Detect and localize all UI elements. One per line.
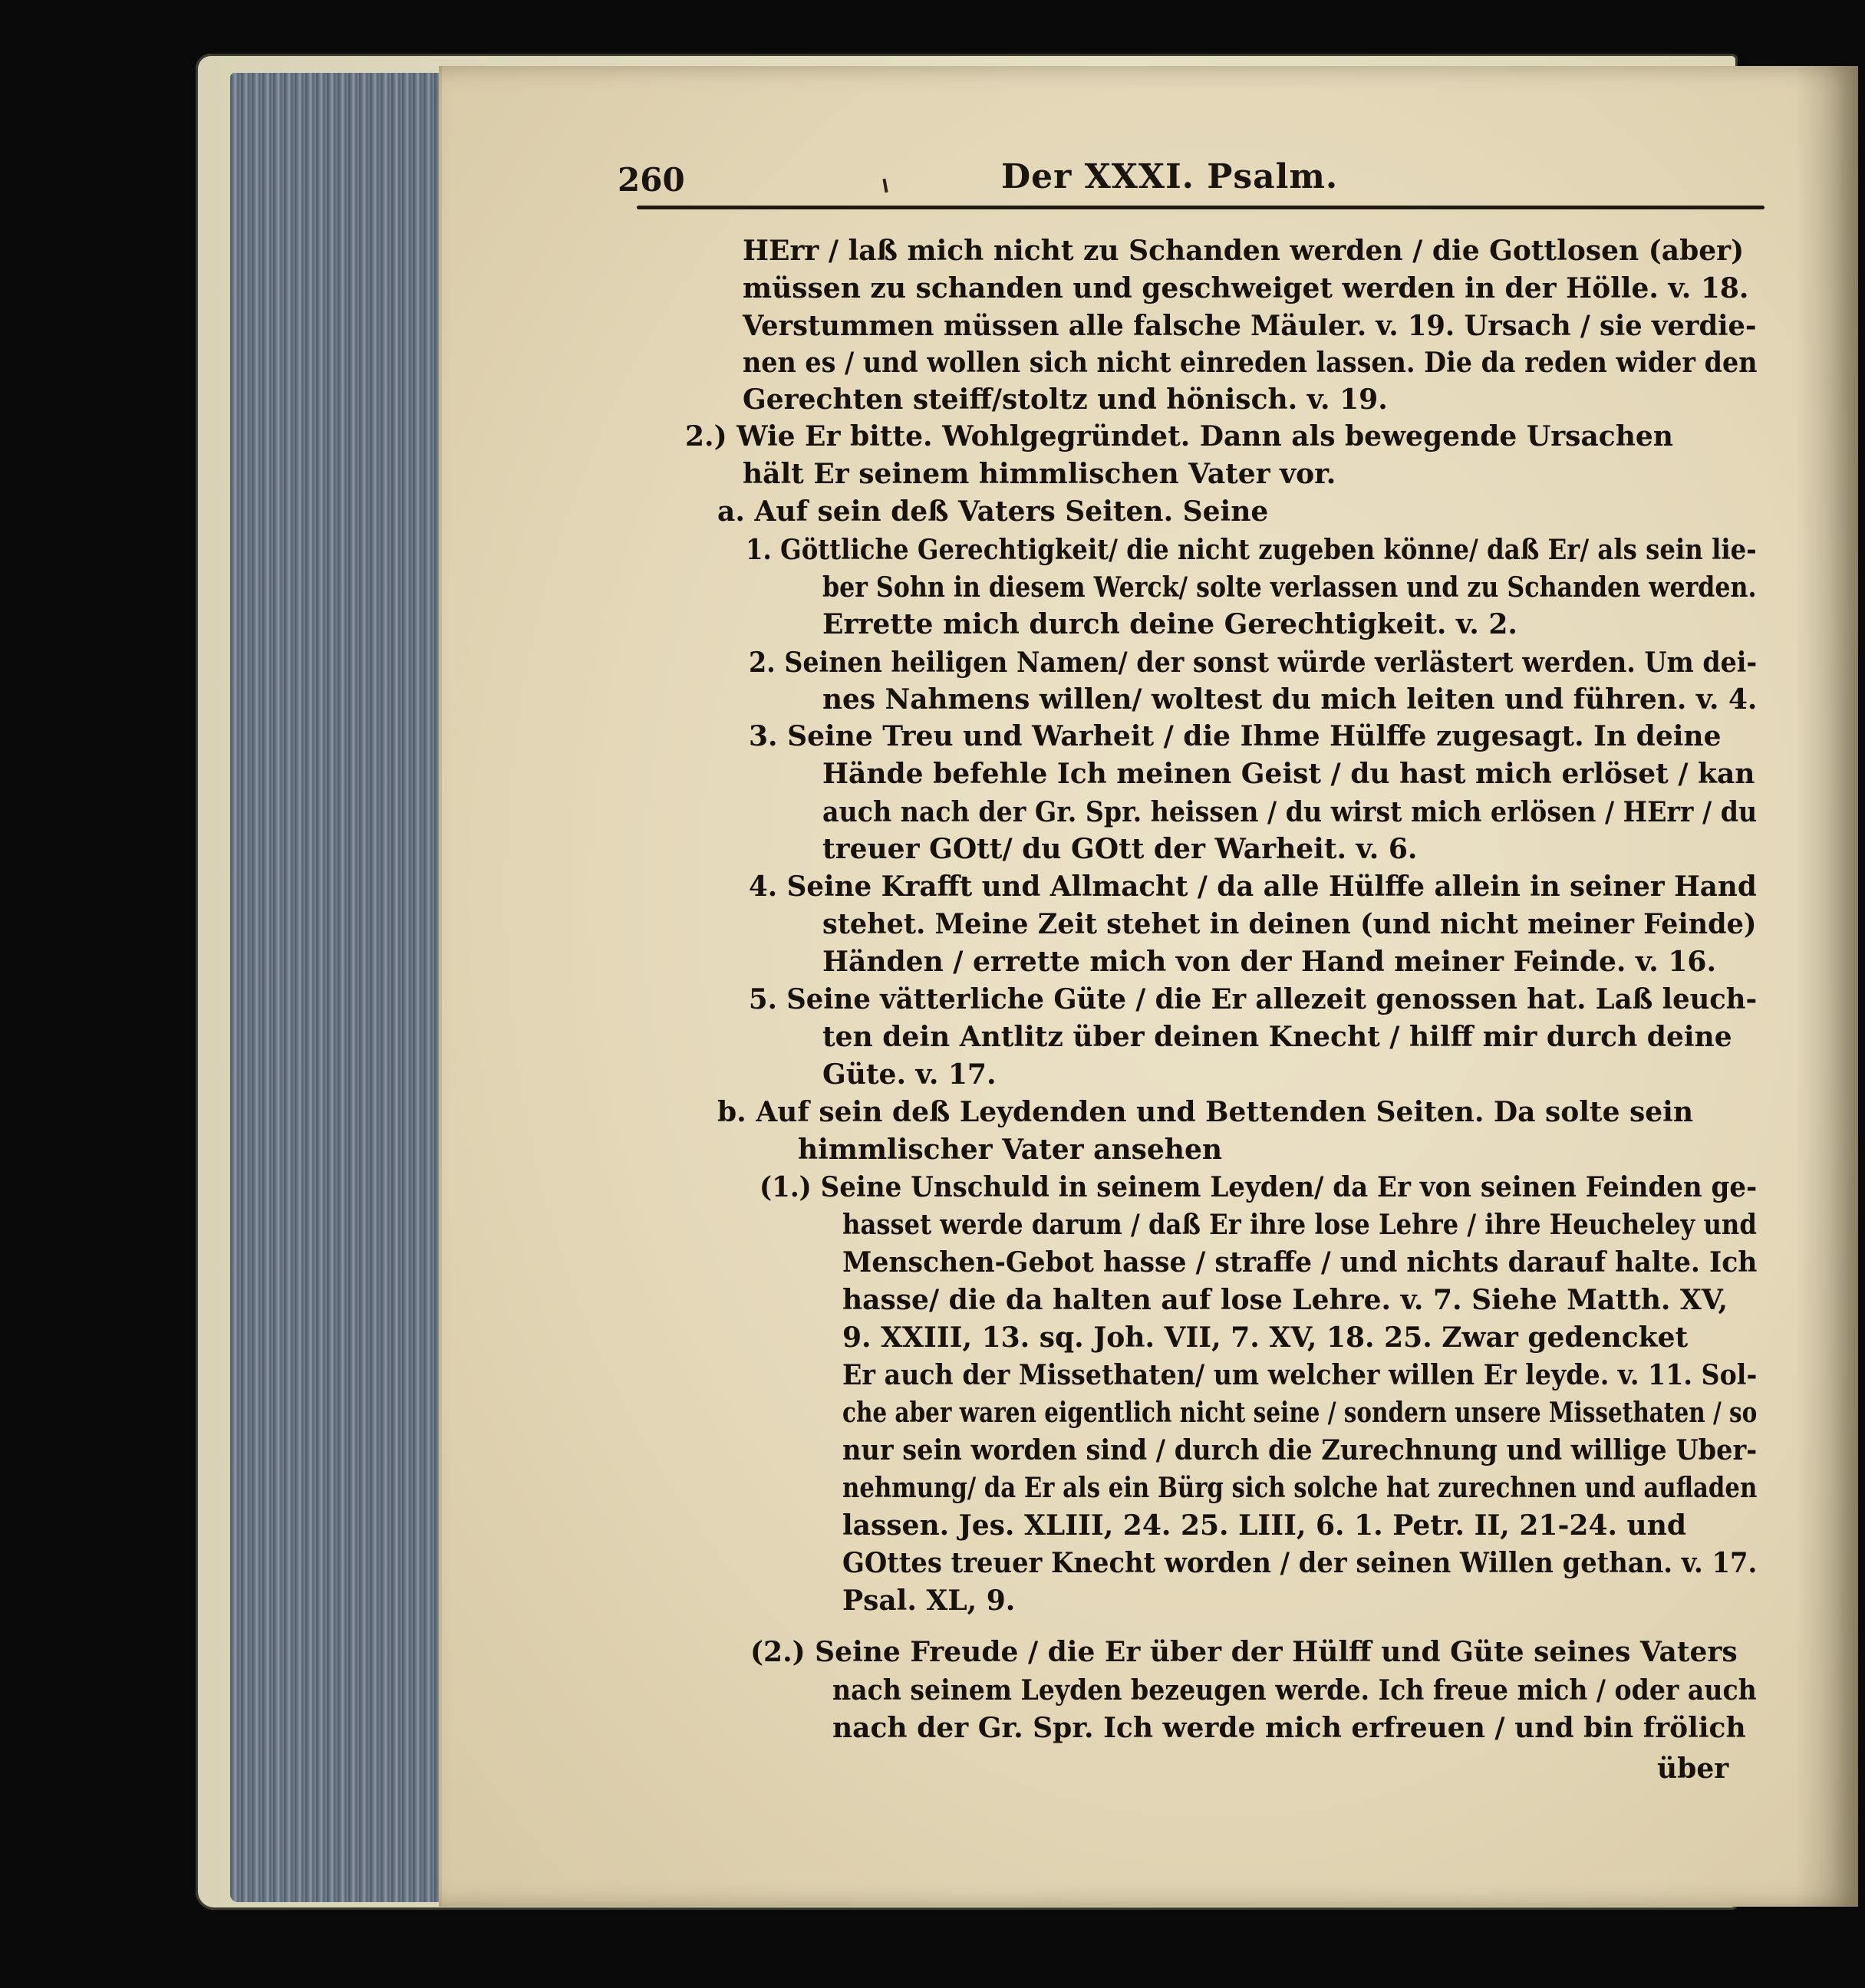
text-line: nen es / und wollen sich nicht einreden lassen. Die da reden wider den (743, 347, 1758, 379)
text-line: nach seinem Leyden bezeugen werde. Ich freue mich / oder auch (832, 1674, 1757, 1707)
text-line: che aber waren eigentlich nicht seine / sondern unsere Missethaten / so (842, 1397, 1758, 1429)
text-line: himmlischer Vater ansehen (798, 1134, 1223, 1166)
text-line: GOttes treuer Knecht worden / der seinen Willen gethan. v. 17. (842, 1547, 1758, 1579)
text-line: Menschen-Gebot hasse / straffe / und nichts darauf halte. Ich (842, 1246, 1758, 1279)
text-line: hasset werde darum / daß Er ihre lose Lehre / ihre Heucheley und (842, 1209, 1757, 1241)
text-line: auch nach der Gr. Spr. heissen / du wirst mich erlösen / HErr / du (822, 796, 1758, 828)
text-line: nur sein worden sind / durch die Zurechnung und willige Uber- (842, 1434, 1758, 1466)
text-line: (1.) Seine Unschuld in seinem Leyden/ da Er von seinen Feinden ge- (760, 1171, 1758, 1203)
text-line: hält Er seinem himmlischen Vater vor. (743, 458, 1336, 490)
text-line: Er auch der Missethaten/ um welcher willen Er leyde. v. 11. Sol- (842, 1359, 1758, 1391)
text-line: lassen. Jes. XLIII, 24. 25. LIII, 6. 1. Petr. II, 21-24. und (842, 1509, 1687, 1542)
text-line: ten dein Antlitz über deinen Knecht / hilff mir durch deine (822, 1021, 1732, 1053)
text-line: 4. Seine Krafft und Allmacht / da alle Hülffe allein in seiner Hand (749, 871, 1757, 903)
text-line: b. Auf sein deß Leydenden und Bettenden Seiten. Da solte sein (717, 1096, 1694, 1128)
text-line: Händen / errette mich von der Hand meiner Feinde. v. 16. (822, 946, 1716, 978)
text-line: 9. XXIII, 13. sq. Joh. VII, 7. XV, 18. 25. Zwar gedencket (842, 1321, 1689, 1354)
text-line: hasse/ die da halten auf lose Lehre. v. 7. Siehe Matth. XV, (842, 1284, 1728, 1316)
text-line: Verstummen müssen alle falsche Mäuler. v. 19. Ursach / sie verdie- (743, 310, 1757, 342)
text-line: treuer GOtt/ du GOtt der Warheit. v. 6. (822, 833, 1418, 865)
text-line: müssen zu schanden und geschweiget werden in der Hölle. v. 18. (743, 272, 1749, 304)
running-title: Der XXXI. Psalm. (1001, 157, 1339, 196)
text-line: Errette mich durch deine Gerechtigkeit. v. 2. (822, 608, 1517, 640)
text-line: 3. Seine Treu und Warheit / die Ihme Hülffe zugesagt. In deine (749, 720, 1722, 752)
text-line: Güte. v. 17. (822, 1058, 997, 1091)
text-line: (2.) Seine Freude / die Er über der Hülff und Güte seines Vaters (750, 1636, 1738, 1668)
text-line: nehmung/ da Er als ein Bürg sich solche hat zurechnen und aufladen (842, 1472, 1758, 1504)
text-line: 2. Seinen heiligen Namen/ der sonst würde verlästert werden. Um dei- (749, 647, 1758, 679)
text-line: ber Sohn in diesem Werck/ solte verlassen und zu Schanden werden. (822, 571, 1757, 604)
text-line: 1. Göttliche Gerechtigkeit/ die nicht zugeben könne/ daß Er/ als sein lie- (746, 534, 1757, 566)
text-line: 2.) Wie Er bitte. Wohlgegründet. Dann als bewegende Ursachen (685, 420, 1673, 453)
page-number: 260 (618, 161, 685, 199)
text-line: Gerechten steiff/stoltz und hönisch. v. 19. (743, 383, 1388, 416)
text-line: stehet. Meine Zeit stehet in deinen (und nicht meiner Feinde) (822, 908, 1757, 940)
text-line: nes Nahmens willen/ woltest du mich leiten und führen. v. 4. (822, 683, 1758, 716)
text-line: Psal. XL, 9. (842, 1585, 1016, 1617)
text-line: Hände befehle Ich meinen Geist / du hast mich erlöset / kan (822, 758, 1755, 790)
text-line: HErr / laß mich nicht zu Schanden werden / die Gottlosen (aber) (743, 235, 1745, 267)
catchword: über (1657, 1753, 1729, 1785)
text-line: nach der Gr. Spr. Ich werde mich erfreuen / und bin frölich (832, 1712, 1746, 1744)
text-line: a. Auf sein deß Vaters Seiten. Seine (717, 495, 1269, 528)
text-line: 5. Seine vätterliche Güte / die Er allezeit genossen hat. Laß leuch- (749, 983, 1758, 1015)
